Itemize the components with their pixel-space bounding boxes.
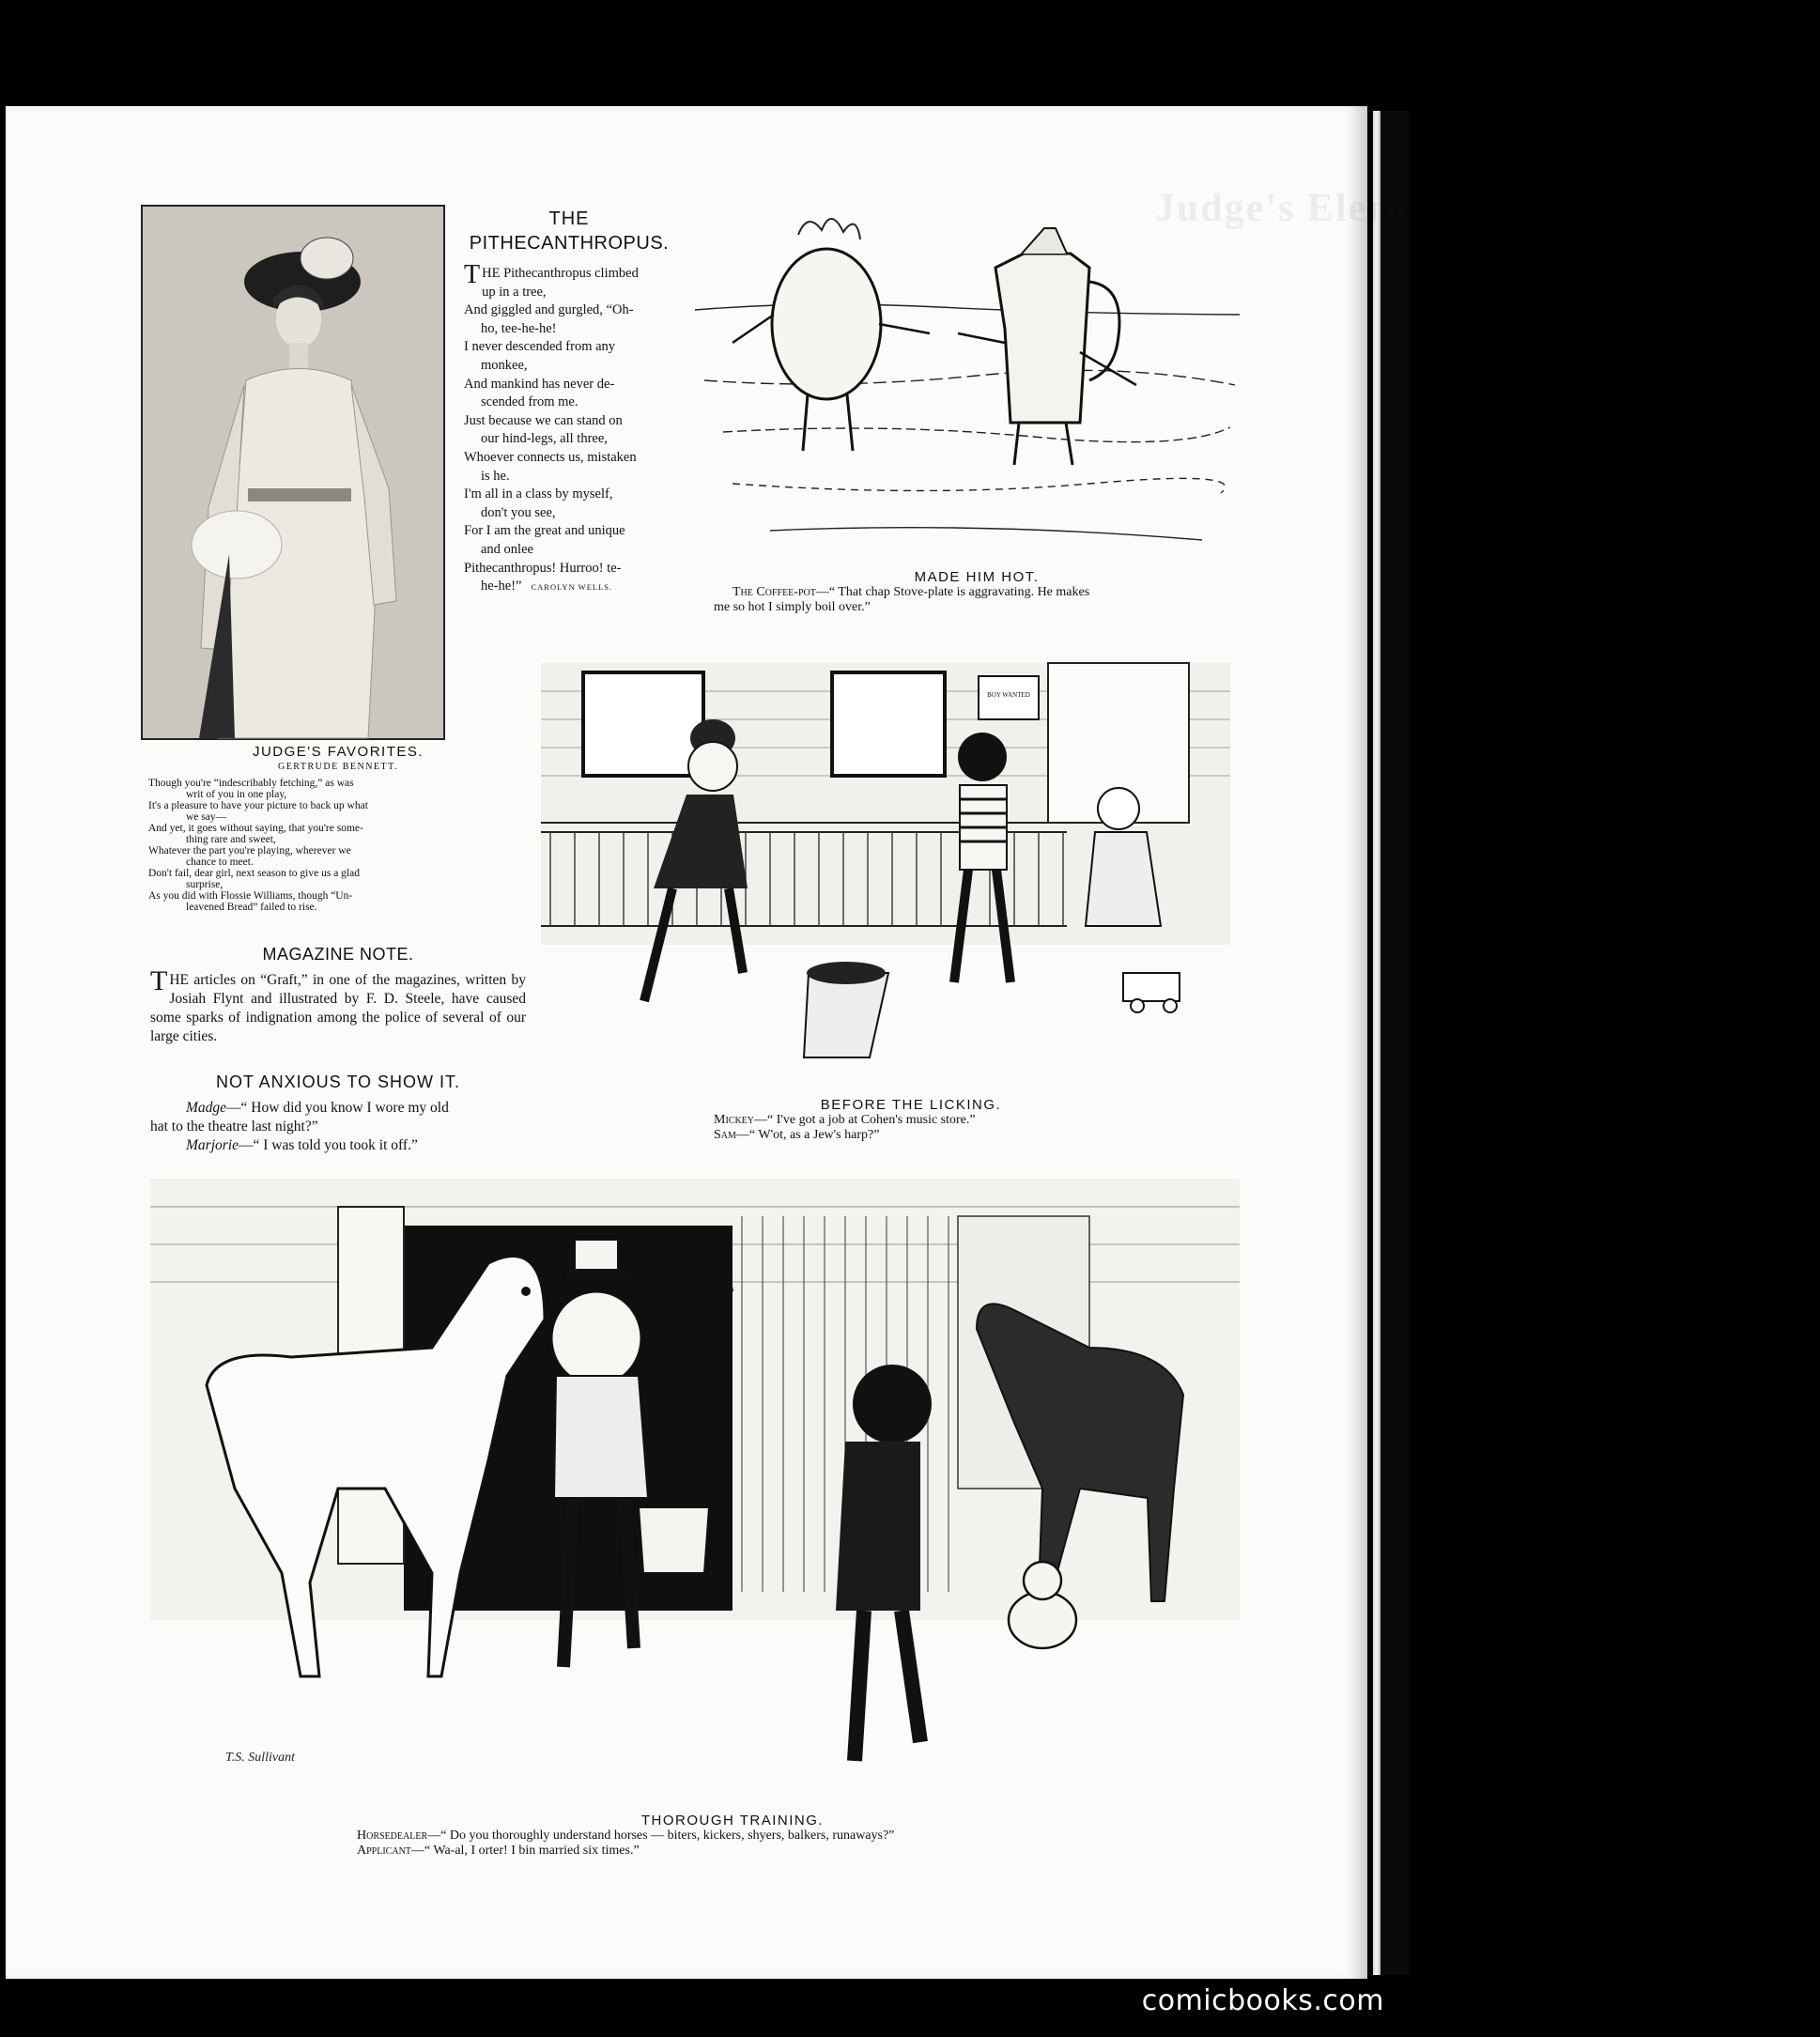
scan-border — [1380, 111, 1409, 1975]
poem-line: Pithecanthropus! Hurroo! te- — [464, 560, 622, 576]
poem-line: I'm all in a class by myself, — [464, 486, 613, 502]
poem-line: Whoever connects us, mistaken — [464, 449, 637, 465]
speaker: Marjorie — [186, 1137, 239, 1153]
poem-line: monkee, — [481, 357, 528, 373]
sign-boy-wanted: BOY WANTED — [987, 691, 1030, 699]
poem-line: HE Pithecanthropus climbed — [482, 266, 639, 281]
poem-line: I never descended from any — [464, 339, 616, 355]
watermark: comicbooks.com — [1141, 1984, 1384, 2017]
illustration-thorough-training — [150, 1179, 1240, 1808]
verse-line: writ of you in one play, — [186, 789, 287, 800]
caption-title: MADE HIM HOT. — [914, 569, 1040, 585]
before-the-licking-drawing — [541, 663, 1230, 1086]
speaker: Mickey — [714, 1113, 754, 1127]
magazine-dropcap: T — [150, 965, 168, 996]
poem-line: and onlee — [481, 541, 533, 557]
portrait-figure — [143, 207, 443, 738]
made-him-hot-drawing — [695, 202, 1240, 563]
poem-dropcap: T — [464, 260, 481, 289]
poem-pithecanthropus — [464, 260, 678, 597]
dialogue-text: —“ W'ot, as a Jew's harp?” — [735, 1128, 880, 1142]
verse-line: As you did with Flossie Williams, though “Un- — [148, 890, 353, 902]
verse-line: chance to meet. — [186, 856, 254, 868]
speaker: The Coffee-pot — [733, 585, 816, 599]
verse-line: Don't fail, dear girl, next season to give us a glad — [148, 868, 360, 879]
favorites-verse — [148, 778, 528, 913]
dialogue-text: —“ How did you know I wore my old — [226, 1100, 449, 1116]
magazine-text: HE articles on “Graft,” in one of the magazines, written by Josiah Flynt and illustrated by F. D. Steele, have caused some sparks of indignation among the police of several of our large cities. — [150, 972, 526, 1044]
thorough-training-drawing — [150, 1179, 1240, 1808]
verse-line: It's a pleasure to have your picture to back up what — [148, 800, 368, 811]
dialogue-text: —“ I've got a job at Cohen's music store.” — [754, 1113, 976, 1127]
poem-line: he-he!” CAROLYN WELLS. — [481, 579, 613, 594]
judges-favorites — [148, 744, 528, 913]
portrait-photo-gertrude-bennett — [141, 205, 445, 740]
poem-line: For I am the great and unique — [464, 523, 625, 539]
magazine-note-title: MAGAZINE NOTE. — [262, 945, 414, 964]
artist-signature: T.S. Sullivant — [225, 1751, 296, 1765]
poem-line: up in a tree, — [482, 284, 547, 300]
dialogue-text: hat to the theatre last night?” — [150, 1119, 318, 1134]
verse-line: surprise, — [186, 879, 224, 890]
caption-title: THOROUGH TRAINING. — [640, 1813, 825, 1829]
poem-line: ho, tee-he-he! — [481, 320, 557, 336]
poem-line: Just because we can stand on — [464, 412, 623, 428]
caption-title: BEFORE THE LICKING. — [820, 1097, 1002, 1113]
dialogue-text: me so hot I simply boil over.” — [714, 600, 871, 614]
poem-line: our hind-legs, all three, — [481, 431, 608, 447]
verse-line: thing rare and sweet, — [186, 834, 276, 845]
verse-line: Though you're “indescribably fetching,” as was — [148, 778, 354, 789]
poem-line: And giggled and gurgled, “Oh- — [464, 302, 634, 318]
caption-made-him-hot — [714, 569, 1240, 615]
poem-line: don't you see, — [481, 504, 556, 520]
poem-title-the: THE — [548, 208, 590, 229]
poem-author: CAROLYN WELLS. — [531, 582, 613, 593]
not-anxious-title: NOT ANXIOUS TO SHOW IT. — [215, 1073, 461, 1091]
poem-line: And mankind has never de- — [464, 376, 615, 392]
speaker: Applicant — [357, 1844, 411, 1858]
speaker: Sam — [714, 1128, 736, 1142]
bleed-through-title: Judge's Elements of Serious Humor — [1155, 187, 1820, 230]
verse-line: we say— — [186, 811, 227, 823]
dialogue-text: —“ Wa-al, I orter! I bin married six times.” — [410, 1844, 640, 1858]
magazine-note-body — [150, 965, 526, 1046]
poem-line: is he. — [481, 468, 510, 484]
speaker: Horsedealer — [357, 1829, 428, 1843]
illustration-before-the-licking — [541, 663, 1230, 1086]
not-anxious-body — [150, 1099, 526, 1155]
dialogue-text: —“ Do you thoroughly understand horses — biters, kickers, shyers, balkers, runaways?” — [427, 1829, 895, 1843]
caption-thorough-training — [357, 1813, 1108, 1859]
poem-title: PITHECANTHROPUS. — [469, 233, 670, 254]
dialogue-text: —“ I was told you took it off.” — [238, 1137, 418, 1153]
speaker: Madge — [186, 1100, 227, 1116]
caption-before-the-licking — [714, 1097, 1108, 1143]
favorites-subtitle: GERTRUDE BENNETT. — [277, 762, 399, 772]
page-edge — [1373, 111, 1380, 1975]
poem-line: scended from me. — [481, 394, 578, 410]
verse-line: And yet, it goes without saying, that you're some- — [148, 823, 363, 834]
caption-dialogue — [357, 1829, 1108, 1859]
favorites-title: JUDGE'S FAVORITES. — [252, 744, 424, 760]
illustration-made-him-hot — [695, 202, 1240, 563]
caption-dialogue — [714, 1113, 1108, 1143]
caption-dialogue — [714, 585, 1240, 615]
verse-line: Whatever the part you're playing, wherever we — [148, 845, 351, 856]
verse-line: leavened Bread” failed to rise. — [186, 902, 317, 913]
dialogue-text: —“ That chap Stove-plate is aggravating. He makes — [815, 585, 1090, 599]
